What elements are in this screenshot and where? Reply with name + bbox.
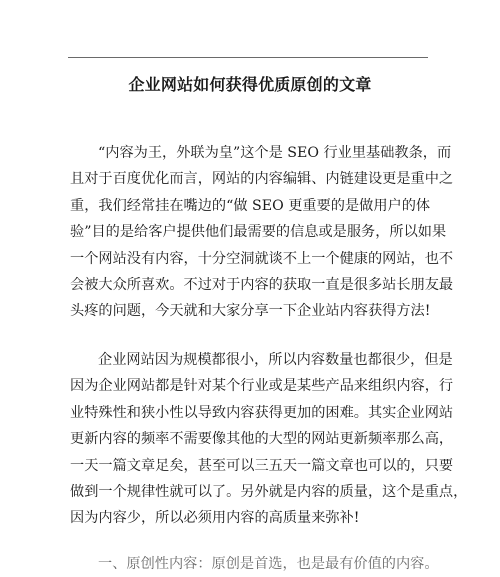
paragraph-line: 更新内容的频率不需要像其他的大型的网站更新频率那么高， — [70, 431, 454, 448]
paragraph-line: 且对于百度优化而言，网站的内容编辑、内链建设更是重中之 — [70, 171, 454, 188]
paragraph-line: 一个网站没有内容，十分空洞就谈不上一个健康的网站，也不 — [70, 250, 454, 267]
paragraph-line: 验”目的是给客户提供他们最需要的信息或是服务，所以如果 — [70, 224, 447, 241]
paragraph-line: 一、原创性内容：原创是首选，也是最有价值的内容。 — [98, 556, 439, 572]
paragraph-line: 头疼的问题，今天就和大家分享一下企业站内容获得方法! — [70, 303, 431, 320]
paragraph-line: 业特殊性和狭小性以导致内容获得更加的困难。其实企业网站 — [70, 404, 454, 421]
paragraph-line: 做到一个规律性就可以了。另外就是内容的质量，这个是重点， — [70, 484, 468, 501]
header-rule — [68, 57, 428, 58]
paragraph-3 — [70, 551, 439, 577]
paragraph-1 — [70, 140, 454, 325]
paragraph-line: “内容为王，外联为皇”这个是 SEO 行业里基础教条，而 — [98, 145, 452, 161]
document-title: 企业网站如何获得优质原创的文章 — [128, 75, 372, 94]
paragraph-line: 会被大众所喜欢。不过对于内容的获取一直是很多站长朋友最 — [70, 277, 454, 294]
paragraph-line: 一天一篇文章足矣，甚至可以三五天一篇文章也可以的，只要 — [70, 457, 454, 474]
paragraph-2 — [70, 347, 468, 532]
paragraph-line: 重，我们经常挂在嘴边的“做 SEO 更重要的是做用户的体 — [70, 197, 431, 214]
paragraph-line: 因为企业网站都是针对某个行业或是某些产品来组织内容，行 — [70, 378, 454, 395]
paragraph-line: 企业网站因为规模都很小，所以内容数量也都很少，但是 — [98, 352, 453, 368]
paragraph-line: 因为内容少，所以必须用内容的高质量来弥补! — [70, 510, 360, 527]
